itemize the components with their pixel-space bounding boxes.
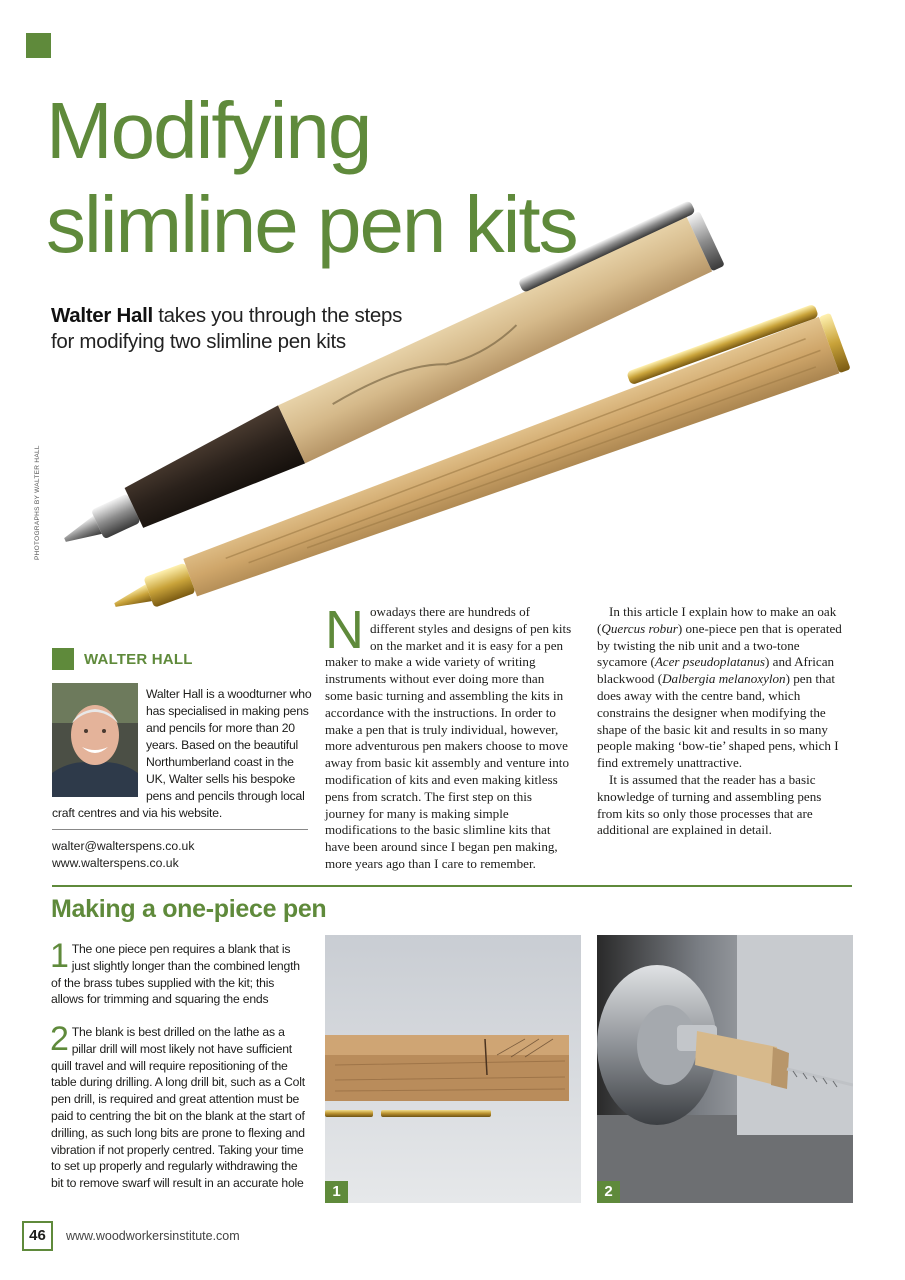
photo-number-badge: 2 xyxy=(597,1181,620,1203)
step-number: 1 xyxy=(50,937,69,975)
lathe-drilling-image xyxy=(597,935,853,1203)
hero-pens-image xyxy=(55,200,905,620)
footer-website-link[interactable]: www.woodworkersinstitute.com xyxy=(66,1229,240,1243)
body-paragraph-2: In this article I explain how to make an oak (Quercus robur) one-piece pen that is operated by twisting the nib unit and a two-tone sycamore (Acer pseudoplatanus) and African blackwood (Dalbergia melanoxylon) pen that does away with the centre band, which constrains the designer when modifying the shape of the basic kit and results in so many people making ‘bow-tie’ shaped pens, which I find extremely unattractive. xyxy=(597,604,842,771)
body-column-1 xyxy=(325,600,575,873)
photo-number-badge: 1 xyxy=(325,1181,348,1203)
oak-blank-image xyxy=(325,935,581,1203)
body-column-2 xyxy=(597,604,847,839)
author-bio-text: Walter Hall is a woodturner who has specialised in making pens and pencils for more than 20 years. Based on the beautiful Northumberland coast in the UK, Walter sells his bespoke pens and pencils through local craft centres and via his website. xyxy=(52,687,312,820)
step-number: 2 xyxy=(50,1020,69,1058)
step-photo-2 xyxy=(597,935,853,1203)
photo-credit: PHOTOGRAPHS BY WALTER HALL xyxy=(34,445,41,560)
author-name: WALTER HALL xyxy=(84,651,193,668)
body-paragraph-3: It is assumed that the reader has a basic knowledge of turning and assembling pens from kits so only those processes that are additional are explained in detail. xyxy=(597,771,822,838)
standfirst-author: Walter Hall xyxy=(51,304,153,327)
author-email-link[interactable]: walter@walterspens.co.uk xyxy=(52,839,195,853)
drop-cap: N xyxy=(325,600,364,660)
title-line-1: Modifying xyxy=(46,86,371,175)
section-divider xyxy=(52,885,852,887)
section-heading: Making a one-piece pen xyxy=(51,895,327,923)
page-number: 46 xyxy=(22,1221,53,1251)
step-photo-1 xyxy=(325,935,581,1203)
title-line-2: slimline pen kits xyxy=(46,180,577,269)
author-contact xyxy=(52,838,194,872)
step-1 xyxy=(50,937,309,1008)
author-marker xyxy=(52,648,74,670)
standfirst-text: takes you through the steps for modifying two slimline pen kits xyxy=(51,304,403,353)
corner-marker xyxy=(26,33,51,58)
step-2 xyxy=(50,1020,309,1192)
step-text: The blank is best drilled on the lathe as a pillar drill will most likely not have sufficient quill travel and will require repositioning of the table during drilling. A long drill bit, such as a Colt pen drill, is required and great attention must be paid to centring the bit on the blank at the start of drilling, as such long bits are prone to flexing and vibration if not properly centred. Taking your time to set up properly and regularly withdrawing the bit to remove swarf will result in an accurate hole xyxy=(51,1025,305,1191)
author-website-link[interactable]: www.walterspens.co.uk xyxy=(52,856,179,870)
body-paragraph-1: owadays there are hundreds of different styles and designs of pen kits on the market and it is easy for a pen maker to make a wide variety of writing instruments without ever doing more than some basic turning and assembling the kits in accordance with the instructions. In order to make a pen that is truly individual, however, more adventurous pen makers choose to move away from basic kit assembly and venture into modification of kits and even making kitless pens from scratch. The first step on this journey for many is making simple modifications to the basic slimline kits that have been around since I began pen making, more years ago than I care to remember. xyxy=(325,604,572,871)
author-bio xyxy=(52,686,314,822)
author-divider xyxy=(52,829,308,830)
step-text: The one piece pen requires a blank that is just slightly longer than the combined length of the brass tubes supplied with the kit; this allows for trimming and squaring the ends xyxy=(51,942,300,1007)
